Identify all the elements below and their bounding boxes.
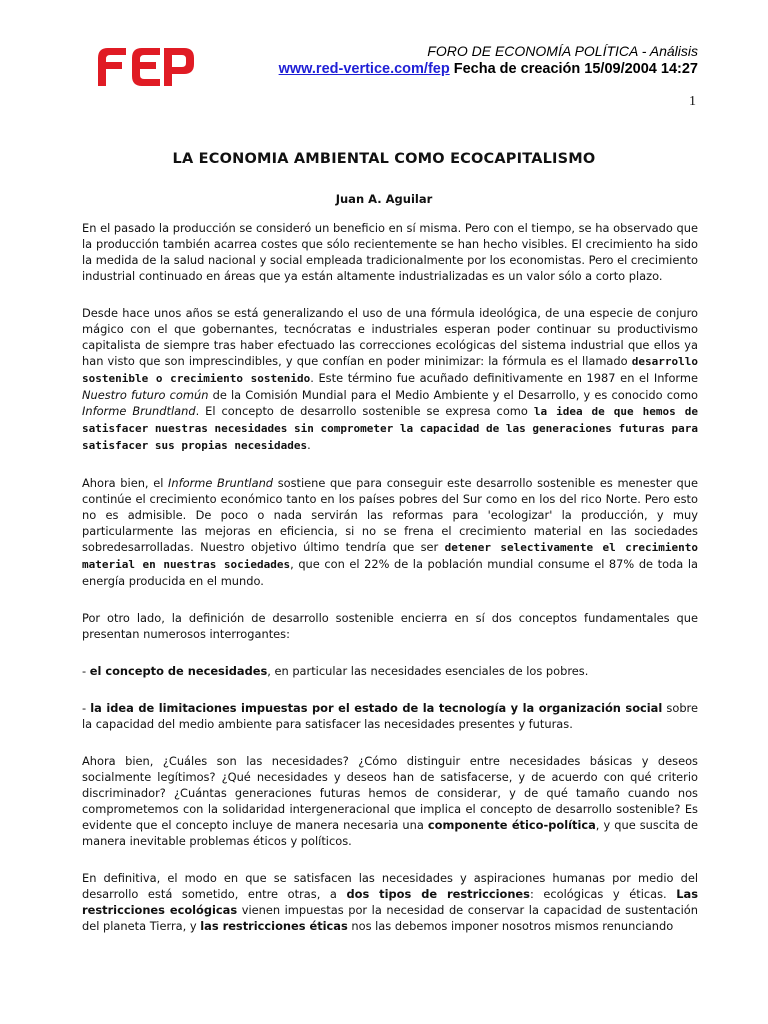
- paragraph-2: Desde hace unos años se está generalizando el uso de una fórmula ideológica, de una especie de conjuro mágico con el que gobernantes, tecnócratas e industriales esperan poder continuar su productivismo capitalista de siempre tras haber efectuado las correcciones ecológicas del sistema industrial que ellos ya han visto que son imprescindibles, y que confían en poder minimizar: la fórmula es el llamado desarrollo sostenible o crecimiento sostenido. Este término fue acuñado definitivamente en 1987 en el Informe Nuestro futuro común de la Comisión Mundial para el Medio Ambiente y el Desarrollo, y es conocido como Informe Brundtland. El concepto de desarrollo sostenible se expresa como la idea de que hemos de satisfacer nuestras necesidades sin comprometer la capacidad de las generaciones futuras para satisfacer sus propias necesidades.: [82, 306, 699, 452]
- list-item-needs: - el concepto de necesidades, en particular las necesidades esenciales de los pobres.: [82, 664, 589, 678]
- header-forum-title: FORO DE ECONOMÍA POLÍTICA - Análisis: [427, 43, 698, 59]
- paragraph-1: En el pasado la producción se consideró un beneficio en sí misma. Pero con el tiempo, se ha observado que la producción también acarrea costes que sólo recientemente se han hecho visibles. El crecimiento ha sido la medida de la salud nacional y social empleada tradicionalmente por los economistas. Pero el crecimiento industrial continuado en áreas que ya están altamente industrializadas es un valor sólo a corto plazo.: [82, 221, 698, 283]
- paragraph-4: Por otro lado, la definición de desarrollo sostenible encierra en sí dos conceptos fundamentales que presentan numerosos interrogantes:: [82, 611, 698, 641]
- document-author: Juan A. Aguilar: [335, 192, 433, 206]
- document-header: [279, 42, 698, 78]
- document-title: LA ECONOMIA AMBIENTAL COMO ECOCAPITALISMO: [172, 151, 596, 167]
- header-url-date: [279, 60, 698, 78]
- creation-date: Fecha de creación 15/09/2004 14:27: [449, 61, 698, 77]
- document-body: [82, 220, 698, 955]
- website-link[interactable]: www.red-vertice.com/fep: [278, 61, 450, 77]
- paragraph-8: En definitiva, el modo en que se satisfacen las necesidades y aspiraciones humanas por medio del desarrollo está sometido, entre otras, a dos tipos de restricciones: ecológicas y éticas. Las restricciones ecológicas vienen impuestas por la necesidad de conservar la capacidad de sustentación del planeta Tierra, y las restricciones éticas nos las debemos imponer nosotros mismos renunciando: [82, 871, 698, 933]
- fep-logo: [96, 44, 196, 90]
- paragraph-3: Ahora bien, el Informe Bruntland sostiene que para conseguir este desarrollo sostenible es menester que continúe el crecimiento económico tanto en los países pobres del Sur como en los del rico Norte. Pero esto no es admisible. De poco o nada servirán las reformas para 'ecologizar' la producción, y muy particularmente las mejoras en eficiencia, si no se frena el crecimiento material en las sociedades sobredesarrolladas. Nuestro objetivo último tendría que ser detener selectivamente el crecimiento material en nuestras sociedades, que con el 22% de la población mundial consume el 87% de toda la energía producida en el mundo.: [82, 476, 698, 588]
- page-number: 1: [689, 94, 696, 109]
- list-item-limitations: - la idea de limitaciones impuestas por el estado de la tecnología y la organización social sobre la capacidad del medio ambiente para satisfacer las necesidades presentes y futuras.: [82, 701, 698, 731]
- paragraph-7: Ahora bien, ¿Cuáles son las necesidades? ¿Cómo distinguir entre necesidades básicas y deseos socialmente legítimos? ¿Qué necesidades y deseos han de satisfacerse, y de acuerdo con qué criterio discriminador? ¿Cuántas generaciones futuras hemos de considerar, y de qué tamaño cuando nos comprometemos con la solidaridad intergeneracional que implica el concepto de desarrollo sostenible? Es evidente que el concepto incluye de manera necesaria una componente ético-política, y que suscita de manera inevitable problemas éticos y políticos.: [82, 754, 698, 848]
